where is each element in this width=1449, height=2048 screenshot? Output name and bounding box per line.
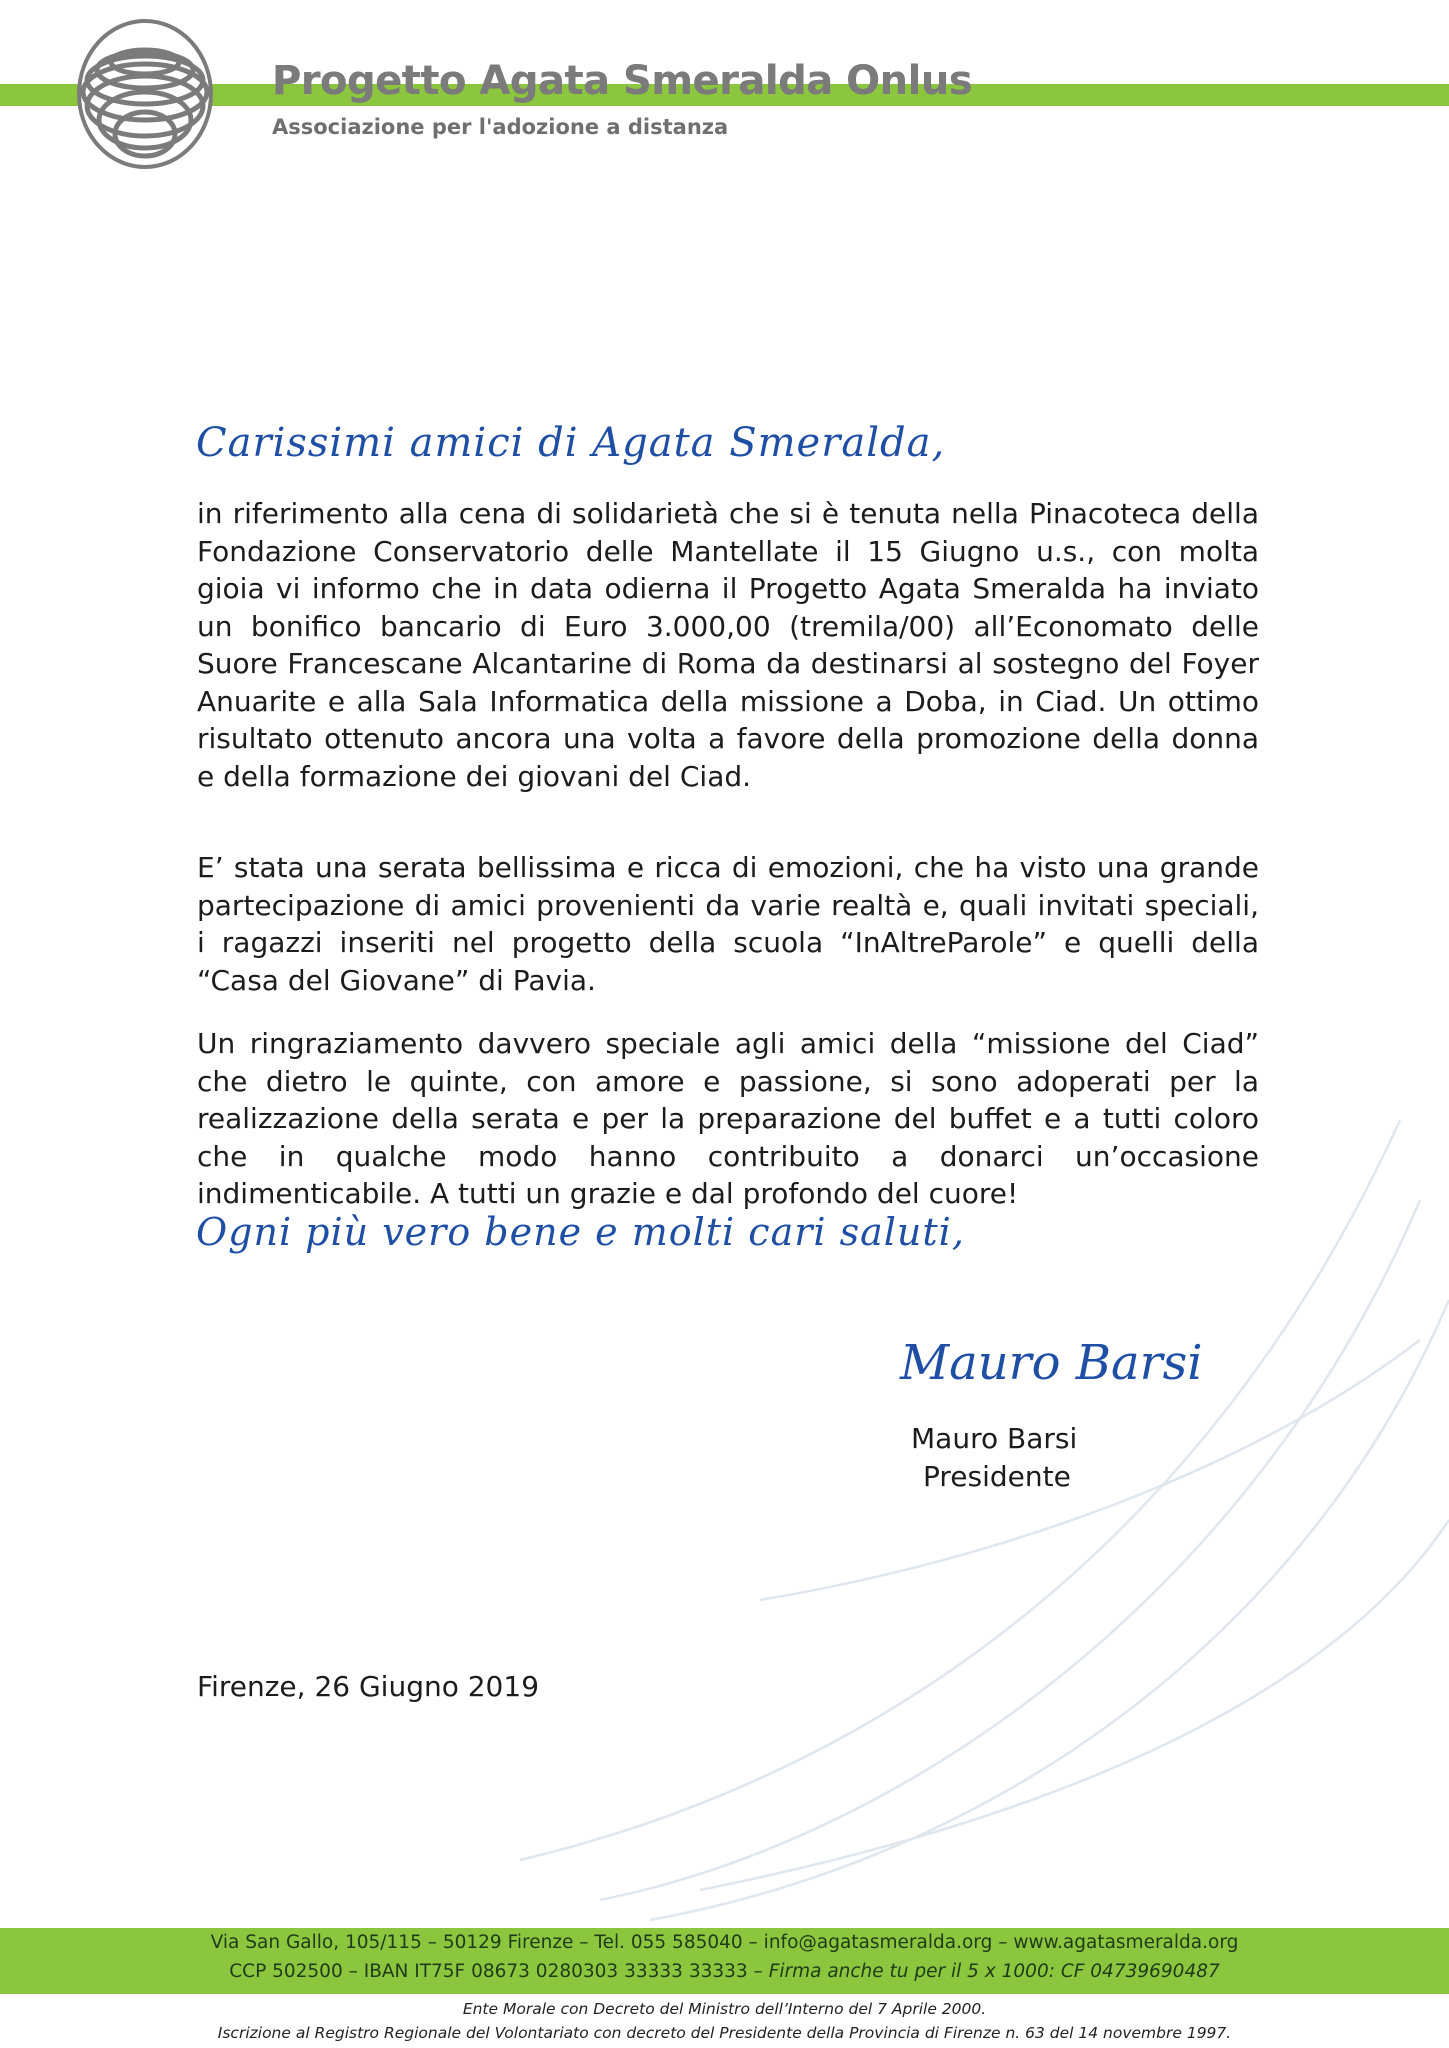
signer-name: Mauro Barsi <box>911 1422 1078 1455</box>
letter-paragraph-2: E’ stata una serata bellissima e ricca di emozioni, che ha visto una grande partecipazione di amici provenienti da varie realtà e, quali invitati speciali, i ragazzi inseriti nel progetto della scuola “InAltreParole” e quelli della “Casa del Giovane” di Pavia. <box>197 851 1259 997</box>
handwritten-signature: Mauro Barsi <box>900 1335 1203 1391</box>
signer-block <box>911 1420 1077 1496</box>
signer-role: Presidente <box>923 1460 1071 1493</box>
footer-legal-line-2: Iscrizione al Registro Regionale del Volontariato con decreto del Presidente della Provincia di Firenze n. 63 del 14 novembre 1997. <box>217 2024 1232 2042</box>
globe-logo-icon <box>76 18 214 170</box>
footer-legal-line-1: Ente Morale con Decreto del Ministro dell’Interno del 7 Aprile 2000. <box>462 2000 987 2018</box>
handwritten-closing: Ogni più vero bene e molti cari saluti, <box>196 1210 965 1254</box>
footer-bank-details: CCP 502500 – IBAN IT75F 08673 0280303 33333 33333 – <box>229 1961 769 1982</box>
footer-contact-line: Via San Gallo, 105/115 – 50129 Firenze – Tel. 055 585040 – info@agatasmeralda.org – www.agatasmeralda.org <box>210 1932 1239 1953</box>
footer-bank-line <box>0 1961 1449 1982</box>
letter-paragraph-1: in riferimento alla cena di solidarietà che si è tenuta nella Pinacoteca della Fondazione Conservatorio delle Mantellate il 15 Giugno u.s., con molta gioia vi informo che in data odierna il Progetto Agata Smeralda ha inviato un bonifico bancario di Euro 3.000,00 (tremila/00) all’Economato delle Suore Francescane Alcantarine di Roma da destinarsi al sostegno del Foyer Anuarite e alla Sala Informatica della missione a Doba, in Ciad. Un ottimo risultato ottenuto ancora una volta a favore della promozione della donna e della formazione dei giovani del Ciad. <box>197 497 1259 793</box>
organization-subtitle: Associazione per l'adozione a distanza <box>272 115 729 139</box>
letter-date: Firenze, 26 Giugno 2019 <box>197 1670 540 1703</box>
handwritten-salutation: Carissimi amici di Agata Smeralda, <box>196 420 946 466</box>
footer-5x1000-note: Firma anche tu per il 5 x 1000: CF 04739690487 <box>768 1961 1220 1982</box>
letter-paragraph-3: Un ringraziamento davvero speciale agli amici della “missione del Ciad” che dietro le quinte, con amore e passione, si sono adoperati per la realizzazione della serata e per la preparazione del buffet e a tutti coloro che in qualche modo hanno contribuito a donarci un’occasione indimenticabile. A tutti un grazie e dal profondo del cuore! <box>197 1027 1259 1210</box>
organization-name: Progetto Agata Smeralda Onlus <box>272 58 973 104</box>
